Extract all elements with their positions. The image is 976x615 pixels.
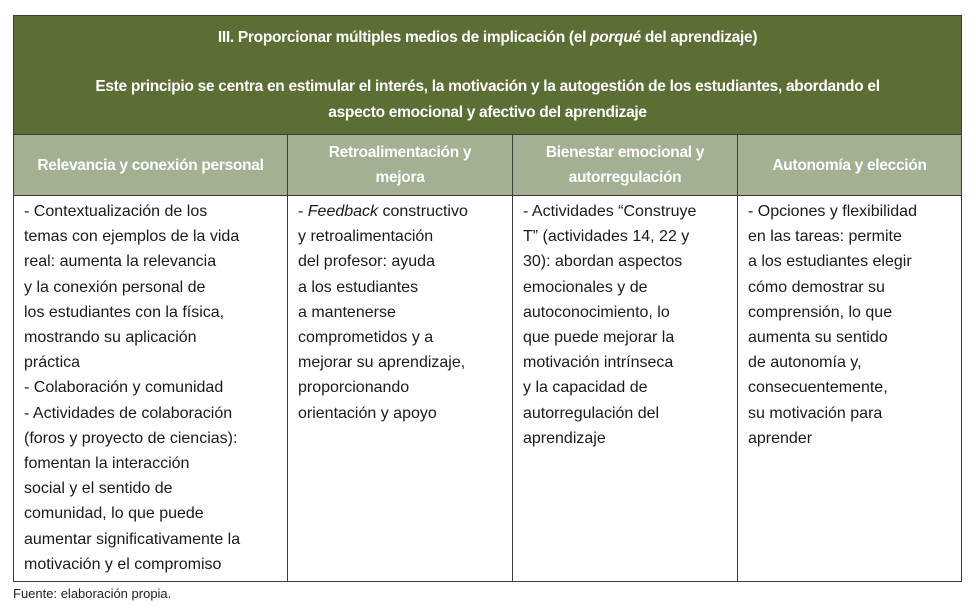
column-header-relevancia: Relevancia y conexión personal	[14, 135, 288, 196]
cell-retroalimentacion-prefix: -	[298, 203, 308, 220]
table-title-emphasis: porqué	[590, 29, 641, 46]
source-note: Fuente: elaboración propia.	[13, 586, 172, 601]
cell-autonomia: - Opciones y flexibilidad en las tareas: permite a los estudiantes elegir cómo demostrar su comprensión, lo que aumenta su sentido de autonomía y, consecuentemente, su motivación para aprender	[738, 196, 962, 582]
table-description: Este principio se centra en estimular el interés, la motivación y la autogestión de los estudiantes, abordando el aspecto emocional y afectivo del aprendizaje	[95, 78, 880, 121]
column-header-bienestar: Bienestar emocional y autorregulación	[513, 135, 738, 196]
cell-bienestar: - Actividades “Construye T” (actividades 14, 22 y 30): abordan aspectos emocionales y de autoconocimiento, lo que puede mejorar la motivación intrínseca y la capacidad de autorregulación del aprendizaje	[513, 196, 738, 582]
header-row	[14, 135, 962, 196]
cell-retroalimentacion-text: constructivo y retroalimentación del profesor: ayuda a los estudiantes a mantenerse comprometidos y a mejorar su aprendizaje, proporcionando orientación y apoyo	[298, 203, 468, 422]
title-row	[14, 16, 962, 135]
principle-table-container	[13, 15, 961, 582]
table-title-prefix: III. Proporcionar múltiples medios de implicación (el	[217, 29, 591, 46]
principle-table	[13, 15, 962, 582]
table-title	[14, 28, 961, 48]
body-row	[14, 196, 962, 582]
column-header-retroalimentacion: Retroalimentación y mejora	[288, 135, 513, 196]
cell-relevancia: - Contextualización de los temas con ejemplos de la vida real: aumenta la relevancia y la conexión personal de los estudiantes con la física, mostrando su aplicación práctica - Colaboración y comunidad - Actividades de colaboración (foros y proyecto de ciencias): fomentan la interacción social y el sentido de comunidad, lo que puede aumentar significativamente la motivación y el compromiso	[14, 196, 288, 582]
cell-retroalimentacion	[288, 196, 513, 582]
column-header-autonomia: Autonomía y elección	[738, 135, 962, 196]
cell-retroalimentacion-emphasis: Feedback	[307, 203, 379, 220]
table-title-suffix: del aprendizaje)	[640, 29, 758, 46]
title-cell	[14, 16, 962, 135]
